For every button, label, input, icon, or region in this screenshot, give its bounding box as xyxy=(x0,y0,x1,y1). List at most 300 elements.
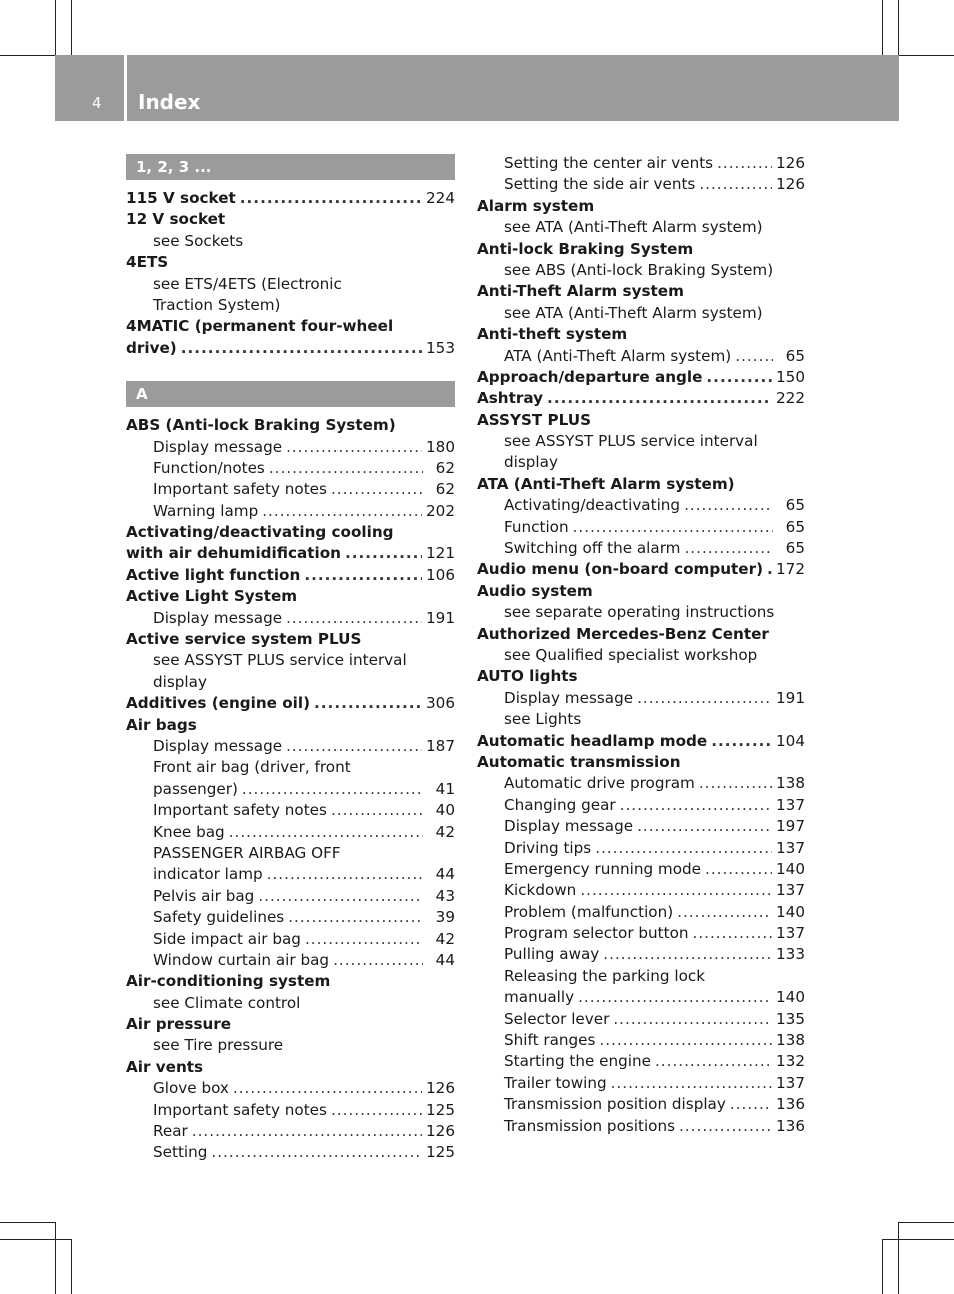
entry-text: Alarm system xyxy=(477,196,595,215)
entry-text: with air dehumidification xyxy=(126,544,341,563)
index-subentry xyxy=(477,816,805,837)
entry-text: Glove box xyxy=(153,1079,229,1098)
entry-text: Active light function xyxy=(126,565,301,584)
index-entry-heading xyxy=(126,629,455,650)
dot-leader xyxy=(242,779,423,800)
index-subentry xyxy=(477,431,805,452)
entry-text: Problem (malfunction) xyxy=(504,902,674,921)
index-subentry xyxy=(126,800,455,821)
dot-leader xyxy=(717,153,772,174)
crop-mark xyxy=(882,0,883,55)
index-subentry xyxy=(126,437,455,458)
entry-text: Pelvis air bag xyxy=(153,886,255,905)
entry-text: Emergency running mode xyxy=(504,859,701,878)
entry-text: Air vents xyxy=(126,1057,204,1076)
dot-leader xyxy=(655,1051,772,1072)
dot-leader xyxy=(258,886,423,907)
entry-text: Front air bag (driver, front xyxy=(153,758,351,777)
index-column-left xyxy=(126,154,455,1164)
page-reference: 42 xyxy=(435,822,455,841)
entry-text: see Qualified specialist workshop xyxy=(504,645,758,664)
entry-text: see ASSYST PLUS service interval xyxy=(153,651,407,670)
entry-text: Shift ranges xyxy=(504,1031,596,1050)
page-reference: 306 xyxy=(426,694,455,713)
index-entry-heading xyxy=(126,316,455,337)
dot-leader xyxy=(711,731,772,752)
entry-text: Authorized Mercedes-Benz Center xyxy=(477,624,769,643)
index-subentry xyxy=(126,501,455,522)
entry-text: Releasing the parking lock xyxy=(504,966,706,985)
dot-leader xyxy=(269,458,423,479)
index-column-right xyxy=(477,153,805,1137)
section-spacer xyxy=(126,359,455,381)
entry-text: Switching off the alarm xyxy=(504,539,681,558)
index-subentry xyxy=(477,795,805,816)
entry-text: Anti-theft system xyxy=(477,325,628,344)
page-reference: 172 xyxy=(776,560,805,579)
crop-mark xyxy=(898,0,899,55)
dot-leader xyxy=(613,1009,772,1030)
index-subentry xyxy=(126,950,455,971)
dot-leader xyxy=(345,543,422,564)
index-subentry xyxy=(126,822,455,843)
crop-mark xyxy=(55,0,56,55)
index-subentry xyxy=(477,260,805,281)
dot-leader xyxy=(578,987,772,1008)
page-reference: 133 xyxy=(776,945,805,964)
dot-leader xyxy=(262,501,422,522)
entry-text: Display message xyxy=(153,437,283,456)
index-entry-heading xyxy=(126,543,455,564)
index-entry-heading xyxy=(477,410,805,431)
dot-leader xyxy=(333,950,423,971)
entry-text: ATA (Anti-Theft Alarm system) xyxy=(504,346,732,365)
page-reference: 132 xyxy=(776,1052,805,1071)
page-reference: 65 xyxy=(785,517,805,536)
page-reference: 41 xyxy=(435,779,455,798)
dot-leader xyxy=(679,1116,772,1137)
crop-mark xyxy=(55,1222,56,1294)
index-subentry xyxy=(477,902,805,923)
index-subentry xyxy=(477,709,805,730)
crop-mark xyxy=(898,1222,899,1294)
dot-leader xyxy=(637,816,772,837)
index-entry-heading xyxy=(126,693,455,714)
entry-text: Important safety notes xyxy=(153,1100,327,1119)
entry-text: 4MATIC (permanent four-wheel xyxy=(126,317,394,336)
page-reference: 136 xyxy=(776,1116,805,1135)
entry-text: Automatic headlamp mode xyxy=(477,731,708,750)
dot-leader xyxy=(637,688,772,709)
crop-mark xyxy=(899,55,954,56)
dot-leader xyxy=(677,902,772,923)
entry-text: Air bags xyxy=(126,715,197,734)
index-subentry xyxy=(126,929,455,950)
page-reference: 138 xyxy=(776,774,805,793)
page-reference: 137 xyxy=(776,881,805,900)
entry-text: Program selector button xyxy=(504,924,689,943)
index-subentry xyxy=(477,944,805,965)
page-reference: 135 xyxy=(776,1009,805,1028)
entry-text: Transmission positions xyxy=(504,1116,676,1135)
index-entry-heading xyxy=(477,388,805,409)
page-reference: 65 xyxy=(785,496,805,515)
crop-mark xyxy=(0,1239,71,1240)
index-subentry xyxy=(126,757,455,778)
entry-text: Setting the side air vents xyxy=(504,175,696,194)
dot-leader xyxy=(305,929,423,950)
entry-text: ASSYST PLUS xyxy=(477,410,592,429)
dot-leader xyxy=(286,608,422,629)
index-subentry xyxy=(477,217,805,238)
section-heading: A xyxy=(126,381,455,407)
dot-leader xyxy=(288,907,423,928)
index-subentry xyxy=(126,779,455,800)
index-subentry xyxy=(477,987,805,1008)
index-entry-heading xyxy=(477,624,805,645)
entry-text: Kickdown xyxy=(504,881,577,900)
index-entry-heading xyxy=(126,338,455,359)
index-subentry xyxy=(477,1116,805,1137)
index-entry-heading xyxy=(477,752,805,773)
page-reference: 140 xyxy=(776,902,805,921)
index-subentry xyxy=(126,650,455,671)
entry-text: see ASSYST PLUS service interval xyxy=(504,432,758,451)
page-reference: 62 xyxy=(435,458,455,477)
entry-text: Pulling away xyxy=(504,945,600,964)
section-heading: 1, 2, 3 ... xyxy=(126,154,455,180)
entry-text: indicator lamp xyxy=(153,865,263,884)
entry-text: Automatic drive program xyxy=(504,774,695,793)
index-subentry xyxy=(126,479,455,500)
index-subentry xyxy=(477,517,805,538)
index-subentry xyxy=(126,672,455,693)
page-reference: 39 xyxy=(435,908,455,927)
entry-text: Function/notes xyxy=(153,458,265,477)
dot-leader xyxy=(314,693,422,714)
index-subentry xyxy=(126,1142,455,1163)
dot-leader xyxy=(580,880,772,901)
index-subentry xyxy=(477,1051,805,1072)
index-subentry xyxy=(477,1073,805,1094)
entry-text: drive) xyxy=(126,338,177,357)
dot-leader xyxy=(331,1100,422,1121)
dot-leader xyxy=(192,1121,422,1142)
index-entry-heading xyxy=(477,324,805,345)
page-reference: 150 xyxy=(776,367,805,386)
index-entry-heading xyxy=(126,565,455,586)
dot-leader xyxy=(573,517,773,538)
page-reference: 138 xyxy=(776,1031,805,1050)
entry-text: Changing gear xyxy=(504,795,616,814)
entry-text: Rear xyxy=(153,1122,188,1141)
index-subentry xyxy=(126,1121,455,1142)
entry-text: Safety guidelines xyxy=(153,908,285,927)
page-reference: 191 xyxy=(776,688,805,707)
entry-text: Anti-Theft Alarm system xyxy=(477,282,684,301)
page-reference: 44 xyxy=(435,865,455,884)
entry-text: manually xyxy=(504,988,575,1007)
index-subentry xyxy=(126,907,455,928)
dot-leader xyxy=(620,795,772,816)
dot-leader xyxy=(684,495,773,516)
index-entry-heading xyxy=(126,1014,455,1035)
index-entry-heading xyxy=(477,559,805,580)
index-subentry xyxy=(477,303,805,324)
dot-leader xyxy=(547,388,772,409)
page-reference: 136 xyxy=(776,1095,805,1114)
index-subentry xyxy=(126,886,455,907)
index-subentry xyxy=(126,274,455,295)
crop-mark xyxy=(71,0,72,55)
page-reference: 197 xyxy=(776,817,805,836)
page-reference: 126 xyxy=(426,1079,455,1098)
index-subentry xyxy=(126,231,455,252)
entry-text: Anti-lock Braking System xyxy=(477,239,694,258)
index-entry-heading xyxy=(477,239,805,260)
dot-leader xyxy=(286,736,422,757)
page-title: Index xyxy=(138,90,201,114)
dot-leader xyxy=(304,565,422,586)
entry-text: Warning lamp xyxy=(153,501,259,520)
entry-text: 4ETS xyxy=(126,253,169,272)
entry-text: Display message xyxy=(504,688,634,707)
page-reference: 125 xyxy=(426,1143,455,1162)
entry-text: Display message xyxy=(153,608,283,627)
index-subentry xyxy=(126,608,455,629)
index-subentry xyxy=(477,1009,805,1030)
page-reference: 121 xyxy=(426,544,455,563)
page-reference: 104 xyxy=(776,731,805,750)
index-entry-heading xyxy=(477,731,805,752)
entry-text: Transmission position display xyxy=(504,1095,726,1114)
entry-text: see Sockets xyxy=(153,231,244,250)
entry-text: Audio menu (on-board computer) xyxy=(477,560,764,579)
crop-mark xyxy=(71,1239,72,1294)
entry-text: see ATA (Anti-Theft Alarm system) xyxy=(504,303,763,322)
dot-leader xyxy=(705,859,772,880)
page-reference: 62 xyxy=(435,480,455,499)
page-reference: 125 xyxy=(426,1100,455,1119)
index-entry-heading xyxy=(126,209,455,230)
page-reference: 65 xyxy=(785,539,805,558)
index-subentry xyxy=(126,458,455,479)
page-reference: 44 xyxy=(435,950,455,969)
index-subentry xyxy=(477,495,805,516)
index-subentry xyxy=(477,688,805,709)
index-subentry xyxy=(477,859,805,880)
entry-text: Active service system PLUS xyxy=(126,630,362,649)
entry-text: see ABS (Anti-lock Braking System) xyxy=(504,260,774,279)
entry-text: passenger) xyxy=(153,779,238,798)
index-subentry xyxy=(477,602,805,623)
crop-mark xyxy=(0,1222,55,1223)
entry-text: 12 V socket xyxy=(126,210,226,229)
entry-text: Important safety notes xyxy=(153,480,327,499)
dot-leader xyxy=(693,923,773,944)
header-divider xyxy=(124,55,127,121)
page-reference: 126 xyxy=(776,154,805,172)
entry-text: ABS (Anti-lock Braking System) xyxy=(126,416,396,435)
dot-leader xyxy=(331,800,423,821)
dot-leader xyxy=(599,1030,772,1051)
entry-text: 115 V socket xyxy=(126,189,236,207)
dot-leader xyxy=(730,1094,772,1115)
entry-text: Setting the center air vents xyxy=(504,154,714,172)
entry-text: Setting xyxy=(153,1143,208,1162)
crop-mark xyxy=(0,55,55,56)
index-entry-heading xyxy=(126,188,455,209)
entry-text: Important safety notes xyxy=(153,801,327,820)
page-reference: 153 xyxy=(426,338,455,357)
dot-leader xyxy=(211,1142,422,1163)
entry-text: Traction System) xyxy=(153,295,281,314)
entry-text: AUTO lights xyxy=(477,667,578,686)
page-reference: 137 xyxy=(776,924,805,943)
entry-text: Ashtray xyxy=(477,389,544,408)
entry-text: see separate operating instructions xyxy=(504,603,775,622)
page-reference: 202 xyxy=(426,501,455,520)
entry-text: Activating/deactivating cooling xyxy=(126,523,394,542)
page-reference: 106 xyxy=(426,565,455,584)
entry-text: Side impact air bag xyxy=(153,929,301,948)
index-entry-heading xyxy=(477,281,805,302)
entry-text: see Tire pressure xyxy=(153,1036,284,1055)
entry-text: Active Light System xyxy=(126,587,298,606)
index-subentry xyxy=(477,538,805,559)
page-reference: 140 xyxy=(776,859,805,878)
index-subentry xyxy=(477,1094,805,1115)
index-subentry xyxy=(477,174,805,195)
page-reference: 137 xyxy=(776,838,805,857)
page-reference: 42 xyxy=(435,929,455,948)
index-subentry xyxy=(477,773,805,794)
index-subentry xyxy=(477,923,805,944)
index-subentry xyxy=(126,295,455,316)
page-reference: 140 xyxy=(776,988,805,1007)
entry-text: ATA (Anti-Theft Alarm system) xyxy=(477,474,735,493)
dot-leader xyxy=(735,346,773,367)
page-reference: 137 xyxy=(776,1073,805,1092)
dot-leader xyxy=(684,538,773,559)
index-entry-heading xyxy=(477,581,805,602)
entry-text: see ATA (Anti-Theft Alarm system) xyxy=(504,218,763,237)
page-reference: 224 xyxy=(426,189,455,207)
entry-text: Window curtain air bag xyxy=(153,950,330,969)
index-entry-heading xyxy=(126,971,455,992)
index-subentry xyxy=(477,1030,805,1051)
dot-leader xyxy=(240,188,422,209)
index-subentry xyxy=(477,452,805,473)
page-reference: 126 xyxy=(426,1122,455,1141)
crop-mark xyxy=(899,1222,954,1223)
index-subentry xyxy=(126,1078,455,1099)
entry-text: Display message xyxy=(153,736,283,755)
index-entry-heading xyxy=(477,367,805,388)
dot-leader xyxy=(267,864,423,885)
index-subentry xyxy=(477,966,805,987)
dot-leader xyxy=(699,174,772,195)
index-subentry xyxy=(126,1100,455,1121)
dot-leader xyxy=(611,1073,772,1094)
index-entry-heading xyxy=(477,474,805,495)
entry-text: Function xyxy=(504,517,569,536)
page-reference: 65 xyxy=(785,346,805,365)
index-subentry xyxy=(126,864,455,885)
index-subentry xyxy=(477,645,805,666)
dot-leader xyxy=(233,1078,422,1099)
index-entry-heading xyxy=(126,415,455,436)
page-reference: 137 xyxy=(776,795,805,814)
crop-mark xyxy=(882,1239,883,1294)
dot-leader xyxy=(767,559,772,580)
entry-text: Approach/departure angle xyxy=(477,367,703,386)
entry-text: Air pressure xyxy=(126,1015,232,1034)
dot-leader xyxy=(603,944,772,965)
dot-leader xyxy=(595,838,772,859)
index-entry-heading xyxy=(126,586,455,607)
index-subentry xyxy=(477,838,805,859)
entry-text: Trailer towing xyxy=(504,1073,607,1092)
entry-text: PASSENGER AIRBAG OFF xyxy=(153,843,341,862)
index-entry-heading xyxy=(126,522,455,543)
page-reference: 180 xyxy=(426,437,455,456)
entry-text: see ETS/4ETS (Electronic xyxy=(153,274,342,293)
page-reference: 40 xyxy=(435,801,455,820)
index-subentry xyxy=(477,880,805,901)
page-reference: 126 xyxy=(776,175,805,194)
index-entry-heading xyxy=(126,715,455,736)
crop-mark xyxy=(882,1239,954,1240)
index-entry-heading xyxy=(126,1057,455,1078)
page-reference: 191 xyxy=(426,608,455,627)
index-entry-heading xyxy=(477,666,805,687)
index-subentry xyxy=(477,346,805,367)
page-reference: 187 xyxy=(426,736,455,755)
entry-text: Automatic transmission xyxy=(477,752,681,771)
page-reference: 43 xyxy=(435,886,455,905)
entry-text: Air-conditioning system xyxy=(126,972,331,991)
page-reference: 222 xyxy=(776,389,805,408)
entry-text: Activating/deactivating xyxy=(504,496,681,515)
entry-text: Audio system xyxy=(477,581,593,600)
dot-leader xyxy=(706,367,772,388)
index-subentry xyxy=(477,153,805,174)
entry-text: display xyxy=(504,453,558,472)
entry-text: Knee bag xyxy=(153,822,225,841)
entry-text: Starting the engine xyxy=(504,1052,651,1071)
entry-text: display xyxy=(153,672,207,691)
index-entry-heading xyxy=(477,196,805,217)
entry-text: see Lights xyxy=(504,710,582,729)
index-subentry xyxy=(126,843,455,864)
dot-leader xyxy=(699,773,772,794)
index-subentry xyxy=(126,1035,455,1056)
entry-text: Display message xyxy=(504,817,634,836)
index-subentry xyxy=(126,736,455,757)
entry-text: Driving tips xyxy=(504,838,592,857)
dot-leader xyxy=(286,437,422,458)
index-entry-heading xyxy=(126,252,455,273)
dot-leader xyxy=(181,338,422,359)
entry-text: Selector lever xyxy=(504,1009,610,1028)
page-number: 4 xyxy=(92,94,102,112)
dot-leader xyxy=(331,479,423,500)
index-subentry xyxy=(126,993,455,1014)
dot-leader xyxy=(229,822,423,843)
entry-text: Additives (engine oil) xyxy=(126,694,311,713)
entry-text: see Climate control xyxy=(153,993,301,1012)
